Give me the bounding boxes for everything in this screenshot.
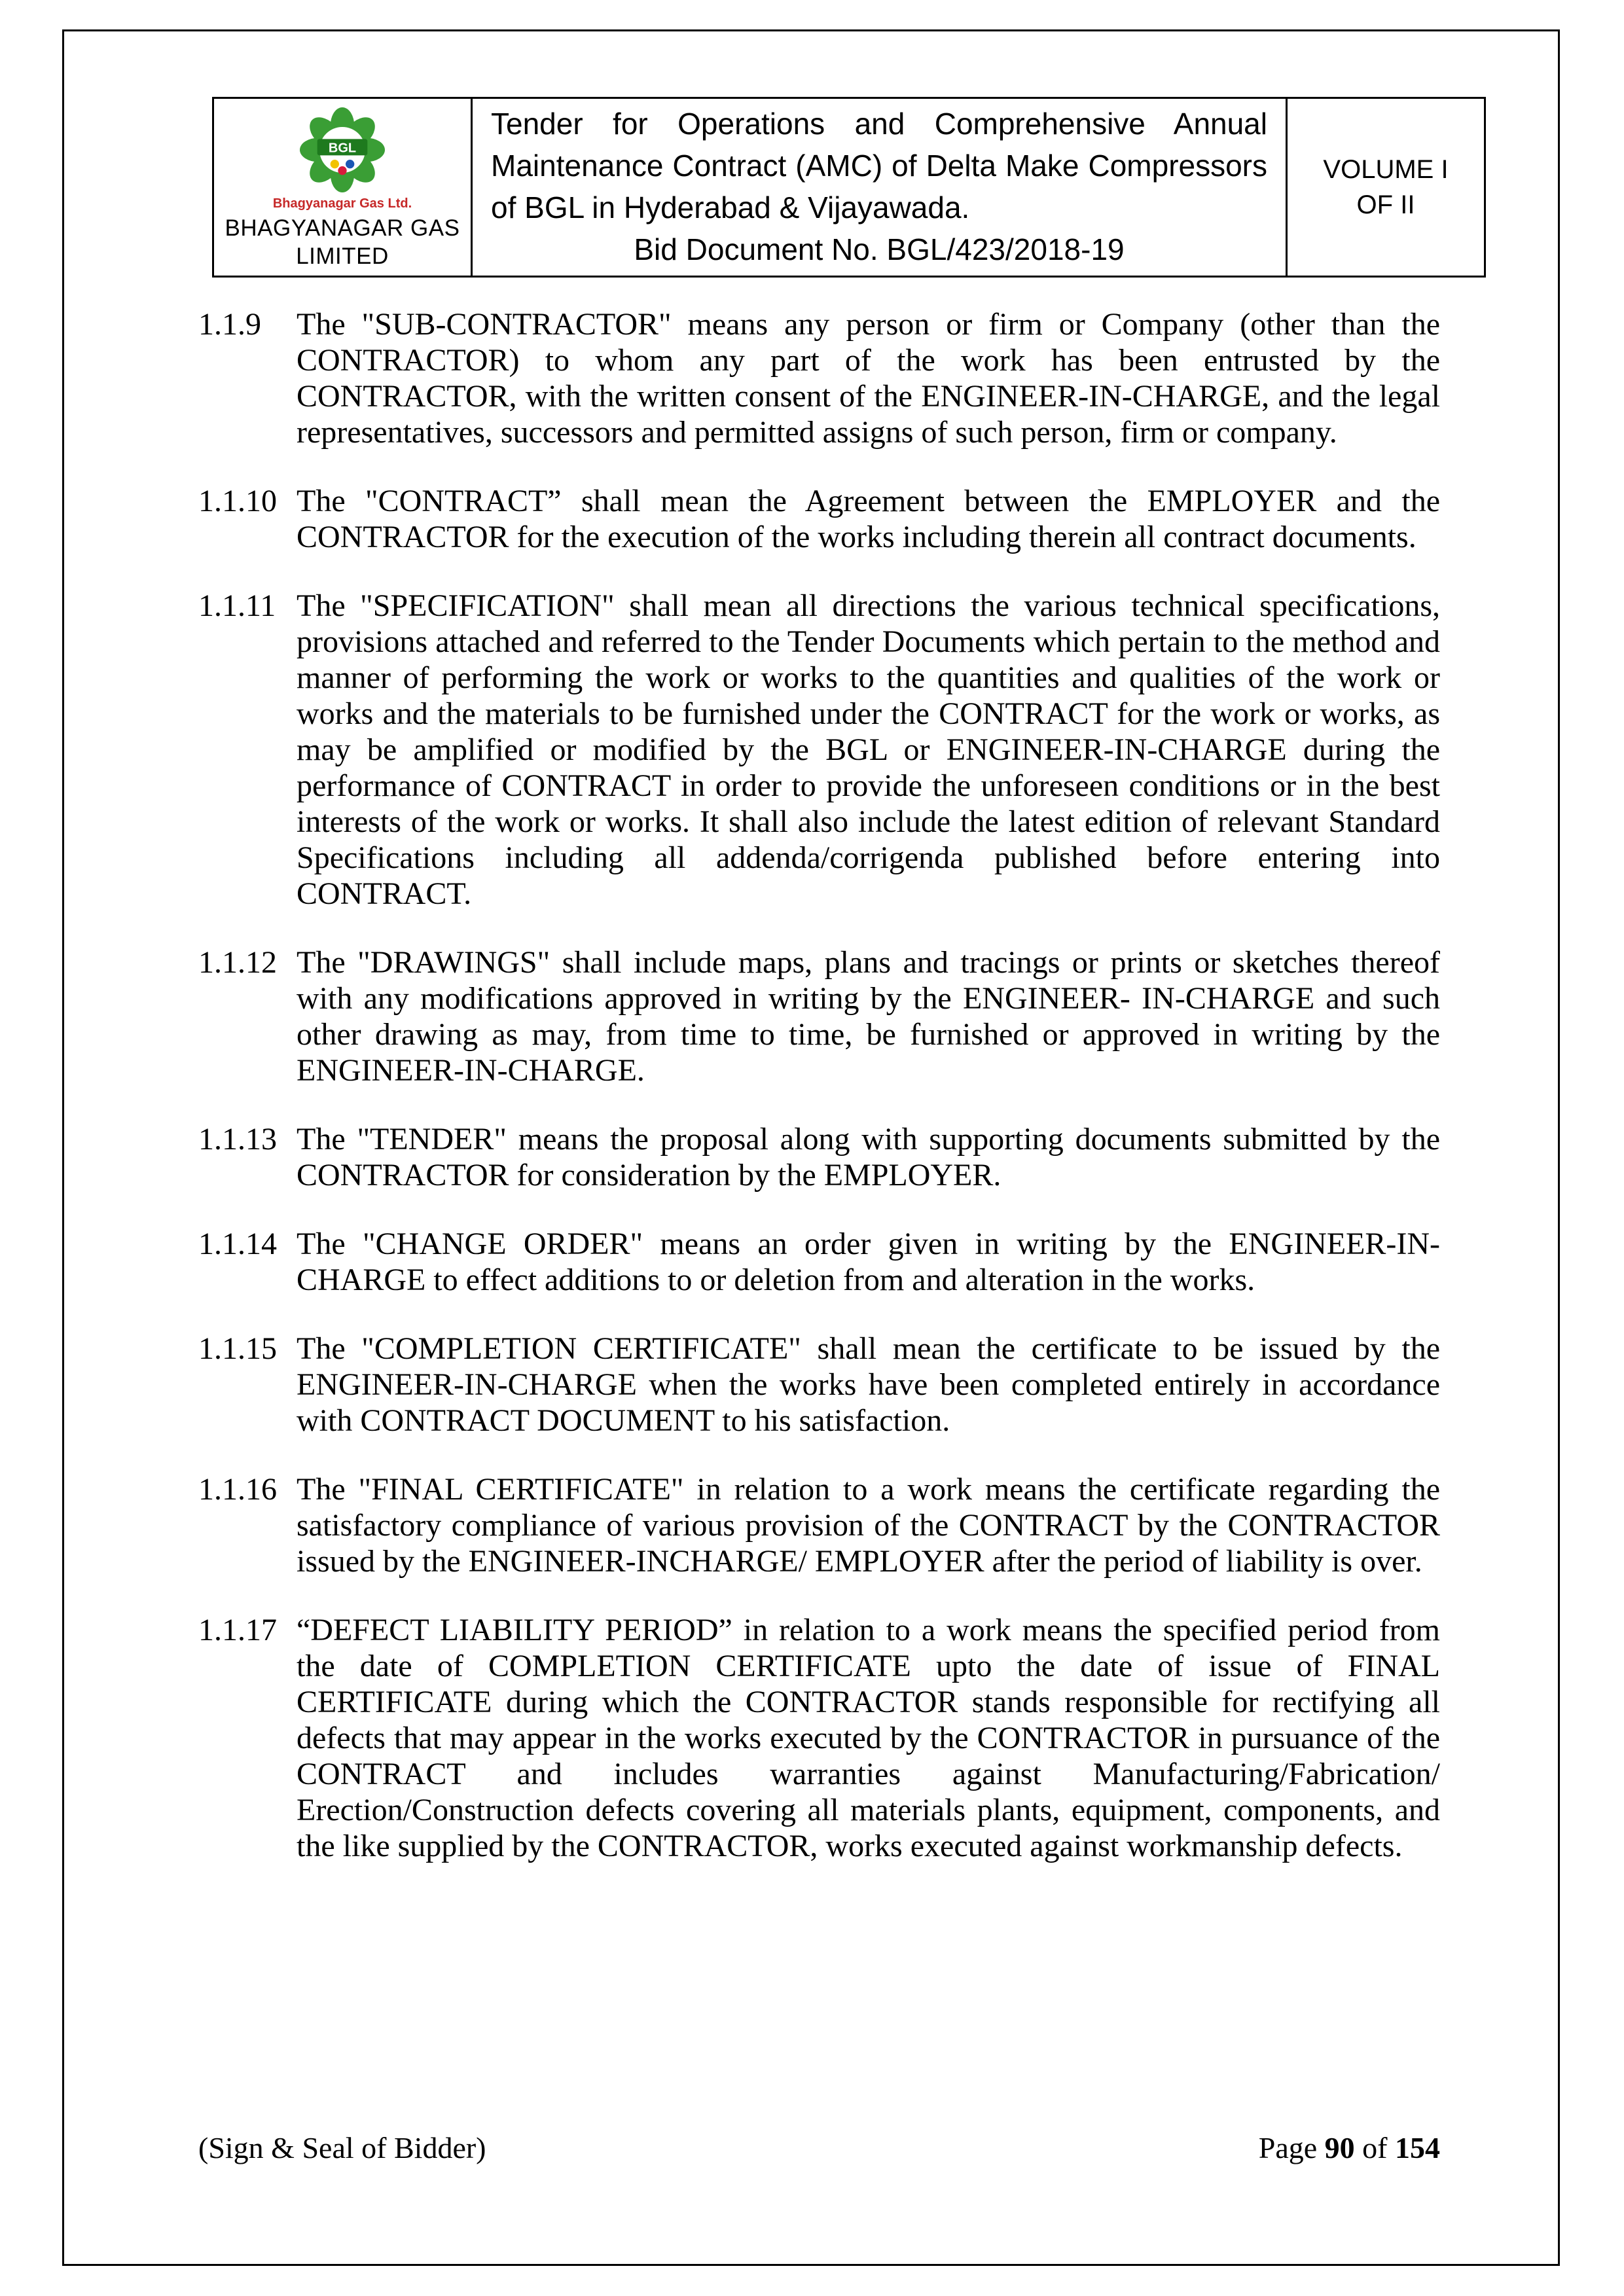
clause-number: 1.1.10 xyxy=(198,484,277,518)
org-name-line2: LIMITED xyxy=(296,243,389,269)
header-table xyxy=(212,97,1486,278)
total-pages: 154 xyxy=(1395,2131,1440,2164)
page-border xyxy=(62,29,1560,2266)
clause-number: 1.1.12 xyxy=(198,945,277,980)
clause-text: The "CONTRACT” shall mean the Agreement between the EMPLOYER and the CONTRACTOR for the execution of the works including therein all contract documents. xyxy=(297,484,1440,554)
clause-list xyxy=(198,306,1440,1897)
clause-number: 1.1.11 xyxy=(198,588,276,623)
page-indicator xyxy=(1259,2130,1440,2166)
clause-text: The "SPECIFICATION" shall mean all directions the various technical specifications, provisions attached and referred to the Tender Documents which pertain to the method and manner of performing the work or works to the quantities and qualities of the work or works and the materials to be furnished under the CONTRACT for the work or works, as may be amplified or modified by the BGL or ENGINEER-IN-CHARGE during the performance of CONTRACT in order to provide the unforeseen conditions or in the best interests of the work or works. It shall also include the latest edition of relevant Standard Specifications including all addenda/corrigenda published before entering into CONTRACT. xyxy=(297,588,1440,911)
clause-text: The "COMPLETION CERTIFICATE" shall mean the certificate to be issued by the ENGINEER-IN-CHARGE when the works have been completed entirely in accordance with CONTRACT DOCUMENT to his satisfaction. xyxy=(297,1331,1440,1438)
clause-item xyxy=(198,1612,1440,1864)
org-name xyxy=(225,214,460,270)
logo-drop-blue xyxy=(346,160,354,168)
logo-cell xyxy=(214,99,473,276)
volume-line1: VOLUME I xyxy=(1323,155,1449,184)
page-number: 90 xyxy=(1324,2131,1355,2164)
logo-drop-yellow xyxy=(331,160,339,168)
clause-item xyxy=(198,1331,1440,1439)
clause-text: The "CHANGE ORDER" means an order given in writing by the ENGINEER-IN-CHARGE to effect additions to or deletion from and alteration in the works. xyxy=(297,1227,1440,1297)
clause-text: The "SUB-CONTRACTOR" means any person or firm or Company (other than the CONTRACTOR) to whom any part of the work has been entrusted by the CONTRACTOR, with the written consent of the ENGINEER-IN-CHARGE, and the legal representatives, successors and permitted assigns of such person, firm or company. xyxy=(297,307,1440,450)
clause-number: 1.1.17 xyxy=(198,1613,277,1647)
logo-acronym: BGL xyxy=(328,141,357,156)
of-word: of xyxy=(1362,2131,1388,2164)
clause-number: 1.1.14 xyxy=(198,1227,277,1261)
clause-text: The "TENDER" means the proposal along with supporting documents submitted by the CONTRACTOR for consideration by the EMPLOYER. xyxy=(297,1122,1440,1193)
page-word: Page xyxy=(1258,2131,1318,2164)
clause-item xyxy=(198,1121,1440,1193)
clause-number: 1.1.15 xyxy=(198,1331,277,1366)
tender-title: Tender for Operations and Comprehensive Annual Maintenance Contract (AMC) of Delta Make Compressors of BGL in Hyderabad & Vijayawada. xyxy=(491,107,1267,224)
logo-drop-red xyxy=(338,166,346,175)
clause-item xyxy=(198,483,1440,555)
page-footer xyxy=(198,2130,1440,2166)
clause-number: 1.1.9 xyxy=(198,307,261,342)
bid-document-number: Bid Document No. BGL/423/2018-19 xyxy=(634,232,1125,266)
clause-item xyxy=(198,1471,1440,1579)
clause-item xyxy=(198,1226,1440,1298)
clause-text: The "DRAWINGS" shall include maps, plans and tracings or prints or sketches thereof with any modifications approved in writing by the ENGINEER- IN-CHARGE and such other drawing as may, from time to time, be furnished or approved in writing by the ENGINEER-IN-CHARGE. xyxy=(297,945,1440,1088)
clause-text: “DEFECT LIABILITY PERIOD” in relation to a work means the specified period from the date of COMPLETION CERTIFICATE upto the date of issue of FINAL CERTIFICATE during which the CONTRACTOR stands responsible for rectifying all defects that may appear in the works executed by the CONTRACTOR in pursuance of the CONTRACT and includes warranties against Manufacturing/Fabrication/ Erection/Construction defects covering all materials plants, equipment, components, and the like supplied by the CONTRACTOR, works executed against workmanship defects. xyxy=(297,1613,1440,1863)
volume-line2: OF II xyxy=(1356,190,1415,219)
bgl-logo-icon xyxy=(287,104,397,196)
clause-item xyxy=(198,588,1440,912)
logo-company-small: Bhagyanagar Gas Ltd. xyxy=(272,196,412,211)
clause-item xyxy=(198,306,1440,450)
sign-seal-note: (Sign & Seal of Bidder) xyxy=(198,2131,486,2164)
org-name-line1: BHAGYANAGAR GAS xyxy=(225,215,460,241)
clause-text: The "FINAL CERTIFICATE" in relation to a work means the certificate regarding the satisfactory compliance of various provision of the CONTRACT by the CONTRACTOR issued by the ENGINEER-INCHARGE/ EMPLOYER after the period of liability is over. xyxy=(297,1472,1440,1579)
clause-item xyxy=(198,944,1440,1088)
clause-number: 1.1.13 xyxy=(198,1122,277,1157)
clause-number: 1.1.16 xyxy=(198,1472,277,1507)
title-cell xyxy=(473,99,1288,276)
volume-cell xyxy=(1288,99,1484,276)
